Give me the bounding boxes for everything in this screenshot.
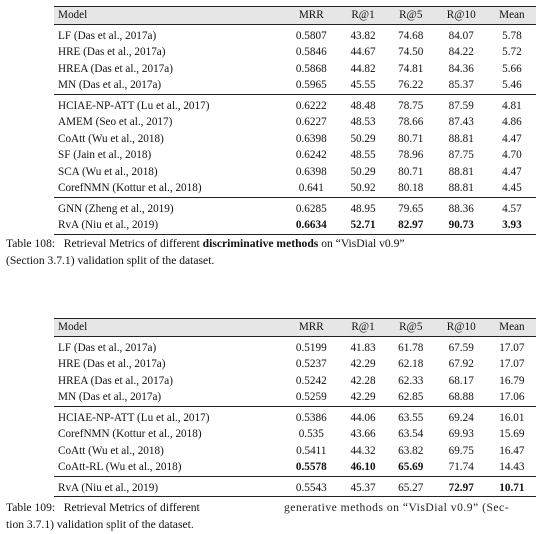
table-row [54,373,536,390]
table-row [54,94,536,114]
caption-text: Retrieval Metrics of different [63,237,200,250]
column-header: Mean [488,7,536,25]
metric-cell: 52.71 [339,217,387,234]
metric-cell: 88.81 [448,182,474,194]
metric-cell: 0.5578 [295,461,327,473]
metric-cell: 50.29 [350,132,376,145]
column-header: R@10 [435,319,488,337]
metric-cell: 0.641 [298,182,324,194]
metric-cell: 87.59 [435,94,488,114]
caption-label: Table 108: [6,237,56,250]
metric-cell: 48.95 [339,197,387,217]
metric-cell: 0.5807 [283,24,339,44]
table-row [54,459,536,476]
metric-cell: 42.28 [350,374,376,387]
metric-cell: 4.47 [502,132,522,145]
column-header: R@1 [339,7,387,25]
metric-cell: 79.65 [387,197,435,217]
caption-text: Retrieval Metrics of different [63,501,200,514]
metric-cell: 67.59 [435,336,488,356]
metric-cell: 3.93 [488,217,536,234]
metric-cell: 84.36 [448,62,474,75]
metric-cell: 42.29 [350,391,376,403]
metric-cell: 85.37 [448,79,474,91]
metric-cell: 0.5386 [283,406,339,426]
model-cell: SF (Jain et al., 2018) [58,149,152,161]
column-header: Model [54,319,283,337]
metric-cell: 69.24 [435,406,488,426]
caption-text: on “VisDial v0.9” [321,237,405,250]
metric-cell: 80.18 [398,182,424,194]
model-cell: GNN (Zheng et al., 2019) [54,197,283,217]
metric-cell: 65.27 [387,476,435,497]
metric-cell: 88.81 [448,132,474,145]
table-row [54,336,536,356]
model-cell: CoAtt (Wu et al., 2018) [58,444,164,457]
metric-cell: 68.17 [448,374,474,387]
metric-cell: 61.78 [387,336,435,356]
metric-cell: 80.71 [398,165,424,178]
metric-cell: 68.88 [448,391,474,403]
metric-cell: 76.22 [398,79,424,91]
metric-cell: 88.81 [448,165,474,178]
metric-cell: 0.5411 [296,444,327,457]
table-row [54,61,536,78]
table-row [54,443,536,460]
metric-cell: 63.54 [398,428,424,440]
model-cell: HCIAE-NP-ATT (Lu et al., 2017) [54,94,283,114]
metric-cell: 0.535 [298,428,324,440]
table-header-row [54,319,536,337]
column-header: R@1 [339,319,387,337]
metric-cell: 88.36 [435,197,488,217]
metric-cell: 69.75 [448,444,474,457]
metric-cell: 16.47 [499,444,525,457]
table-header-row [54,7,536,25]
column-header: R@5 [387,319,435,337]
metric-cell: 4.86 [502,116,522,128]
model-cell: LF (Das et al., 2017a) [54,24,283,44]
model-cell: HRE (Das et al., 2017a) [58,358,166,370]
metric-cell: 71.74 [448,461,474,473]
metric-cell: 0.6222 [283,94,339,114]
model-cell: CorefNMN (Kottur et al., 2018) [58,428,202,440]
column-header: R@10 [435,7,488,25]
metric-cell: 10.71 [488,476,536,497]
metric-cell: 44.67 [350,46,376,58]
metric-cell: 17.07 [488,336,536,356]
metric-cell: 16.79 [499,374,525,387]
table-row [54,180,536,197]
metric-cell: 43.82 [339,24,387,44]
metric-cell: 72.97 [435,476,488,497]
metric-cell: 0.5868 [295,62,327,75]
metric-cell: 5.72 [502,46,522,58]
metric-cell: 0.6227 [295,116,327,128]
column-header: R@5 [387,7,435,25]
metric-cell: 69.93 [448,428,474,440]
metric-cell: 42.29 [350,358,376,370]
table-row [54,426,536,443]
model-cell: AMEM (Seo et al., 2017) [58,116,173,128]
metric-cell: 0.6634 [283,217,339,234]
model-cell: CorefNMN (Kottur et al., 2018) [58,182,202,194]
metric-cell: 0.5259 [295,391,327,403]
metric-cell: 0.5846 [295,46,327,58]
model-cell: CoAtt-RL (Wu et al., 2018) [58,461,182,473]
model-cell: HREA (Das et al., 2017a) [58,62,173,75]
metric-cell: 43.66 [350,428,376,440]
column-header: MRR [283,319,339,337]
metric-cell: 0.6398 [295,132,327,145]
metric-cell: 90.73 [435,217,488,234]
model-cell: CoAtt (Wu et al., 2018) [58,132,164,145]
caption-label: Table 109: [6,501,56,514]
model-cell: SCA (Wu et al., 2018) [58,165,158,178]
metric-cell: 14.43 [499,461,525,473]
metric-cell: 78.75 [387,94,435,114]
caption-line-2: (Section 3.7.1) validation split of the dataset. [6,254,215,267]
metric-cell: 65.69 [398,461,424,473]
table-row [54,131,536,148]
table-row [54,197,536,217]
model-cell: MN (Das et al., 2017a) [58,79,162,91]
caption-emphasis: discriminative methods [202,237,319,250]
metric-cell: 74.68 [387,24,435,44]
model-cell: RvA (Niu et al., 2019) [54,217,283,234]
metric-cell: 4.47 [502,165,522,178]
column-header: Model [54,7,283,25]
metric-cell: 17.06 [499,391,525,403]
metric-cell: 5.46 [502,79,522,91]
metric-cell: 5.78 [488,24,536,44]
metric-cell: 44.32 [350,444,376,457]
metric-cell: 41.83 [339,336,387,356]
table-row [54,44,536,61]
metric-cell: 0.5543 [283,476,339,497]
retrieval-metrics-table-109 [54,318,536,497]
metric-cell: 4.57 [488,197,536,217]
caption-line-2: tion 3.7.1) validation split of the dataset. [6,518,194,531]
metric-cell: 44.06 [339,406,387,426]
metric-cell: 0.5237 [295,358,327,370]
metric-cell: 62.33 [398,374,424,387]
metric-cell: 78.96 [398,149,424,161]
table-row [54,77,536,94]
metric-cell: 4.70 [502,149,522,161]
metric-cell: 0.5242 [295,374,327,387]
metric-cell: 44.82 [350,62,376,75]
table-row [54,476,536,497]
metric-cell: 4.45 [502,182,522,194]
model-cell: HCIAE-NP-ATT (Lu et al., 2017) [54,406,283,426]
metric-cell: 0.6285 [283,197,339,217]
table-row [54,164,536,181]
table-row [54,147,536,164]
metric-cell: 50.92 [350,182,376,194]
retrieval-metrics-table-108 [54,6,536,235]
table-109-caption [6,499,542,533]
metric-cell: 17.07 [499,358,525,370]
table-row [54,356,536,373]
metric-cell: 63.55 [387,406,435,426]
caption-garbled-overlay: generative methods on “VisDial v0.9” (Sec- [284,501,510,514]
metric-cell: 80.71 [398,132,424,145]
metric-cell: 50.29 [350,165,376,178]
metric-cell: 4.81 [488,94,536,114]
metric-cell: 84.07 [435,24,488,44]
model-cell: HRE (Das et al., 2017a) [58,46,166,58]
table-row [54,389,536,406]
metric-cell: 84.22 [448,46,474,58]
metric-cell: 48.55 [350,149,376,161]
metric-cell: 62.18 [398,358,424,370]
metric-cell: 82.97 [387,217,435,234]
model-cell: HREA (Das et al., 2017a) [58,374,173,387]
metric-cell: 48.53 [350,116,376,128]
metric-cell: 15.69 [499,428,525,440]
metric-cell: 74.81 [398,62,424,75]
table-row [54,406,536,426]
metric-cell: 87.43 [448,116,474,128]
metric-cell: 45.37 [339,476,387,497]
model-cell: LF (Das et al., 2017a) [54,336,283,356]
metric-cell: 45.55 [350,79,376,91]
metric-cell: 16.01 [488,406,536,426]
column-header: MRR [283,7,339,25]
table-row [54,24,536,44]
metric-cell: 0.5199 [283,336,339,356]
metric-cell: 46.10 [350,461,376,473]
metric-cell: 0.6242 [295,149,327,161]
metric-cell: 0.5965 [295,79,327,91]
column-header: Mean [488,319,536,337]
table-row [54,217,536,234]
model-cell: RvA (Niu et al., 2019) [54,476,283,497]
metric-cell: 67.92 [448,358,474,370]
metric-cell: 62.85 [398,391,424,403]
table-row [54,114,536,131]
metric-cell: 87.75 [448,149,474,161]
metric-cell: 48.48 [339,94,387,114]
model-cell: MN (Das et al., 2017a) [58,391,162,403]
metric-cell: 74.50 [398,46,424,58]
metric-cell: 63.82 [398,444,424,457]
metric-cell: 78.66 [398,116,424,128]
table-108-caption [6,235,542,269]
metric-cell: 0.6398 [295,165,327,178]
metric-cell: 5.66 [502,62,522,75]
